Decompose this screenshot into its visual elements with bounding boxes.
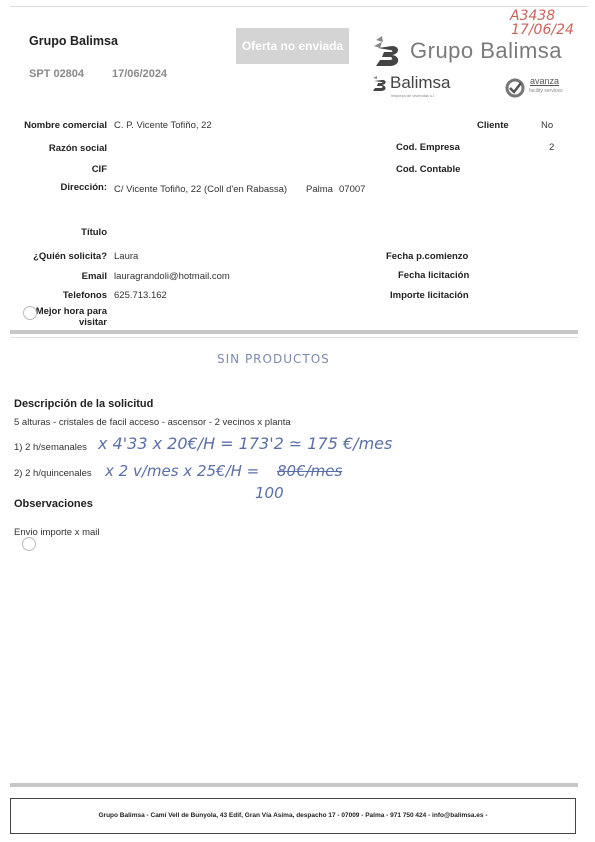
- label-titulo: Título: [81, 227, 107, 238]
- logo-text: Grupo Balimsa: [410, 38, 563, 63]
- label-cliente: Cliente: [477, 120, 509, 131]
- status-badge: Oferta no enviada: [236, 28, 349, 64]
- value-direccion: C/ Vicente Tofiño, 22 (Coll d'en Rabassa): [114, 184, 288, 195]
- balimsa-logo-icon: [370, 36, 404, 68]
- sub-logo-balimsa: Balimsa: [390, 73, 451, 92]
- label-cod-empresa: Cod. Empresa: [396, 142, 460, 153]
- label-fecha-licitacion: Fecha licitación: [398, 270, 470, 281]
- sub-logo-avanza: avanza: [530, 76, 560, 86]
- label-cod-contable: Cod. Contable: [396, 164, 461, 175]
- option-2: 2) 2 h/quincenales: [14, 468, 92, 479]
- value-cod-empresa: 2: [549, 142, 555, 153]
- sub-logo-balimsa-tag: limpieza de viviendas s.l.: [391, 93, 436, 98]
- label-importe-licitacion: Importe licitación: [390, 290, 469, 301]
- header-date: 17/06/2024: [112, 68, 168, 80]
- value-cliente: No: [541, 120, 554, 131]
- value-nombre-comercial: C. P. Vicente Tofiño, 22: [114, 120, 212, 131]
- stamp-line-1: A3438: [510, 8, 556, 24]
- label-cif: CIF: [91, 164, 107, 175]
- section-divider-thin: [10, 337, 578, 338]
- footer-box: [10, 798, 576, 834]
- punch-hole-icon: [23, 306, 37, 320]
- label-direccion: Dirección:: [60, 182, 107, 193]
- observaciones-title: Observaciones: [14, 498, 93, 510]
- sub-logo-avanza-tag: facility services: [529, 88, 563, 94]
- descripcion-text: 5 alturas - cristales de facil acceso - ascensor - 2 vecinos x planta: [14, 417, 291, 428]
- label-nombre-comercial: Nombre comercial: [24, 120, 107, 131]
- handwritten-calc-2-struck: 80€/mes: [277, 462, 343, 480]
- footer-divider: [10, 783, 578, 787]
- punch-hole-2-icon: [22, 537, 36, 551]
- label-razon-social: Razón social: [48, 143, 107, 154]
- footer-text: Grupo Balimsa - Camí Vell de Bunyola, 43 Edif, Gran Vía Asima, despacho 17 - 07009 - Palma - 971 750 424 - info@balimsa.es -: [98, 812, 488, 819]
- value-email: lauragrandoli@hotmail.com: [114, 271, 230, 282]
- label-telefonos: Telefonos: [62, 290, 107, 301]
- handwritten-calc-2-correction: 100: [255, 484, 284, 502]
- handwritten-calc-2: x 2 v/mes x 25€/H =: [105, 462, 260, 480]
- value-quien-solicita: Laura: [114, 251, 139, 262]
- value-telefonos: 625.713.162: [114, 290, 167, 301]
- header-code: SPT 02804: [29, 68, 85, 80]
- descripcion-title: Descripción de la solicitud: [14, 398, 154, 410]
- label-mejor-hora-1: Mejor hora para: [35, 306, 107, 317]
- label-email: Email: [81, 271, 107, 282]
- option-1: 1) 2 h/semanales: [14, 442, 87, 453]
- header-company: Grupo Balimsa: [29, 34, 118, 48]
- value-zip: 07007: [339, 184, 366, 195]
- label-quien-solicita: ¿Quién solicita?: [33, 251, 107, 262]
- balimsa-small-logo-icon: [370, 76, 390, 92]
- top-rule: [10, 6, 588, 7]
- label-fecha-comienzo: Fecha p.comienzo: [386, 251, 469, 262]
- stamp-line-2: 17/06/24: [511, 22, 574, 38]
- handwritten-sin-productos: SIN PRODUCTOS: [217, 352, 330, 366]
- observaciones-text: Envio importe x mail: [14, 527, 100, 538]
- handwritten-calc-1: x 4'33 x 20€/H = 173'2 ≃ 175 €/mes: [98, 434, 393, 453]
- value-city: Palma: [306, 184, 333, 195]
- section-divider: [10, 330, 578, 334]
- avanza-logo-icon: [505, 78, 525, 98]
- label-mejor-hora-2: visitar: [79, 317, 107, 328]
